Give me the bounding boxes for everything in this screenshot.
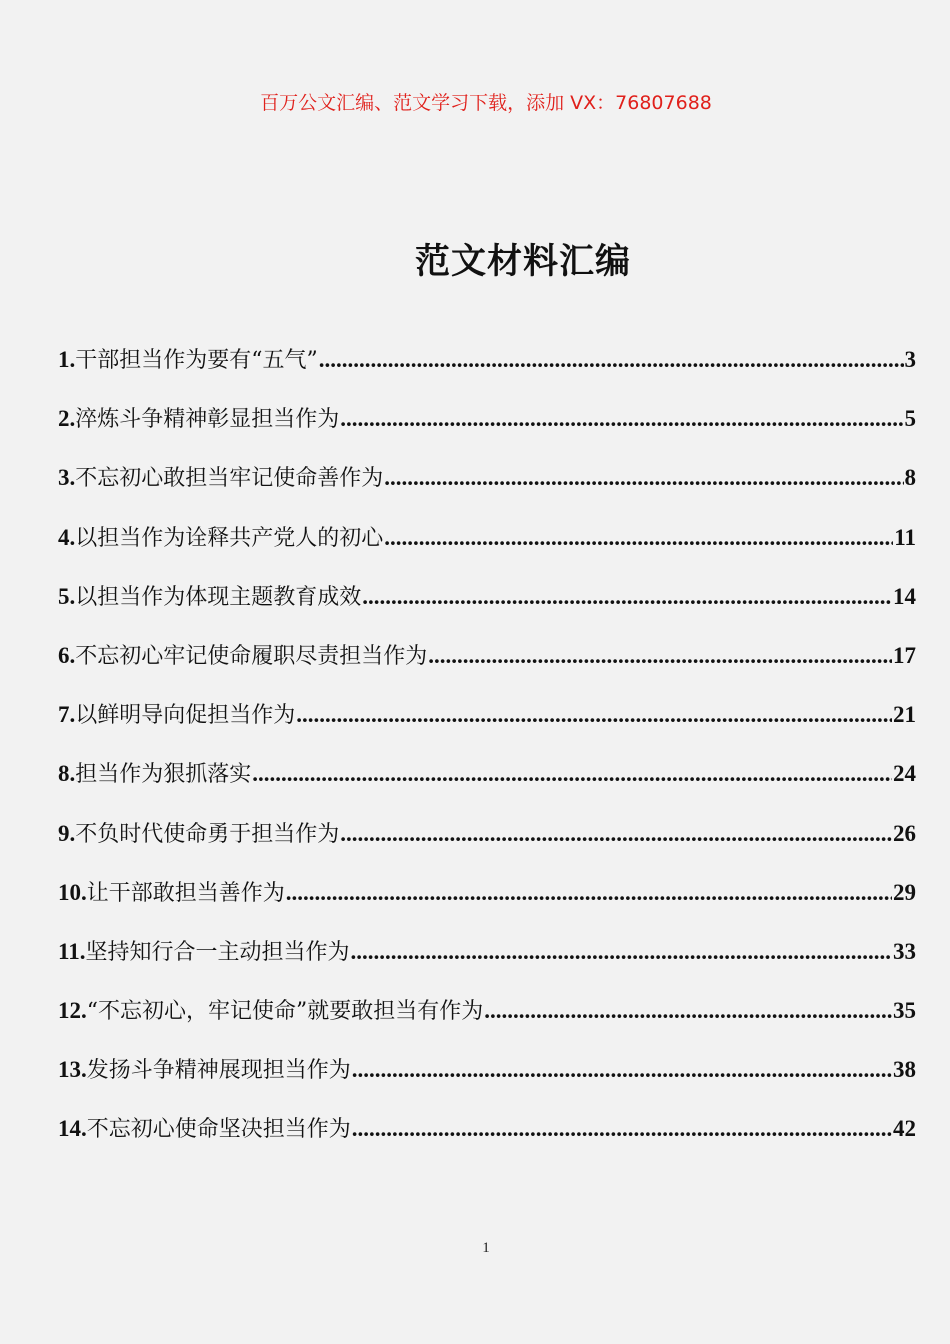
toc-entry-label <box>58 817 339 848</box>
toc-entry-number: 5. <box>58 583 76 609</box>
page-number: 1 <box>482 1240 490 1256</box>
toc-entry-8[interactable] <box>58 757 916 816</box>
toc-entry-label <box>58 994 483 1025</box>
toc-dot-leader <box>484 998 892 1024</box>
toc-dot-leader <box>351 939 893 965</box>
toc-entry-page: 17 <box>893 642 916 668</box>
toc-entry-page: 26 <box>893 820 916 846</box>
toc-entry-page: 14 <box>893 583 916 609</box>
toc-entry-number: 3. <box>58 465 76 491</box>
toc-entry-label <box>58 402 339 433</box>
toc-entry-text: 坚持知行合一主动担当作为 <box>85 939 350 965</box>
toc-entry-text: 不忘初心敢担当牢记使命善作为 <box>75 466 384 492</box>
toc-entry-4[interactable] <box>58 521 916 580</box>
toc-entry-page: 21 <box>893 702 916 728</box>
toc-dot-leader <box>362 584 892 610</box>
toc-entry-13[interactable] <box>58 1053 916 1112</box>
toc-entry-page: 5 <box>904 406 916 432</box>
toc-dot-leader <box>352 1057 892 1083</box>
toc-dot-leader <box>340 821 892 847</box>
toc-entry-text: 不忘初心牢记使命履职尽责担当作为 <box>75 643 428 669</box>
toc-entry-page: 3 <box>904 347 916 372</box>
toc-entry-text: 让干部敢担当善作为 <box>86 880 285 906</box>
toc-entry-number: 9. <box>58 820 76 846</box>
toc-dot-leader <box>352 1116 892 1142</box>
toc-entry-label <box>58 935 350 966</box>
toc-entry-text: 发扬斗争精神展现担当作为 <box>86 1058 351 1084</box>
toc-entry-page: 8 <box>904 465 916 491</box>
toc-entry-7[interactable] <box>58 698 916 757</box>
toc-entry-text: 不忘初心使命坚决担当作为 <box>86 1117 351 1143</box>
toc-entry-1[interactable] <box>58 343 916 402</box>
toc-entry-text: 淬炼斗争精神彰显担当作为 <box>75 407 340 433</box>
toc-entry-number: 8. <box>58 761 76 787</box>
toc-entry-label <box>58 639 427 670</box>
toc-entry-text: 以鲜明导向促担当作为 <box>75 703 296 729</box>
toc-entry-label <box>58 461 383 492</box>
toc-entry-12[interactable] <box>58 994 916 1053</box>
toc-entry-number: 13. <box>58 1057 87 1083</box>
toc-dot-leader <box>286 880 892 906</box>
toc-dot-leader <box>340 406 903 432</box>
toc-entry-number: 1. <box>58 347 76 372</box>
toc-entry-label <box>58 698 295 729</box>
toc-entry-number: 12. <box>58 998 87 1024</box>
toc-entry-page: 38 <box>893 1057 916 1083</box>
toc-entry-page: 24 <box>893 761 916 787</box>
toc-entry-label <box>58 757 251 788</box>
table-of-contents <box>58 343 916 1172</box>
toc-entry-number: 11. <box>58 938 86 964</box>
toc-entry-page: 35 <box>893 998 916 1024</box>
toc-entry-11[interactable] <box>58 935 916 994</box>
toc-entry-text: 以担当作为体现主题教育成效 <box>75 584 362 610</box>
toc-entry-9[interactable] <box>58 817 916 876</box>
toc-entry-label <box>58 1053 351 1084</box>
toc-entry-text: 以担当作为诠释共产党人的初心 <box>75 525 384 551</box>
toc-dot-leader <box>252 761 892 787</box>
toc-entry-label <box>58 1112 351 1143</box>
toc-entry-2[interactable] <box>58 402 916 461</box>
toc-entry-label <box>58 343 318 374</box>
toc-entry-label <box>58 521 383 552</box>
toc-entry-text: “不忘初心，牢记使命”就要敢担当有作为 <box>86 999 484 1025</box>
toc-entry-10[interactable] <box>58 876 916 935</box>
toc-entry-number: 14. <box>58 1116 87 1142</box>
header-watermark-note: 百万公文汇编、范文学习下载，添加 VX：76807688 <box>260 92 712 114</box>
toc-entry-number: 10. <box>58 879 87 905</box>
toc-entry-text: 不负时代使命勇于担当作为 <box>75 821 340 847</box>
toc-entry-page: 29 <box>893 879 916 905</box>
toc-entry-number: 4. <box>58 524 76 550</box>
toc-entry-3[interactable] <box>58 461 916 520</box>
toc-entry-page: 42 <box>893 1116 916 1142</box>
toc-dot-leader <box>428 643 892 669</box>
toc-dot-leader <box>319 347 904 373</box>
toc-entry-5[interactable] <box>58 580 916 639</box>
toc-entry-label <box>58 580 361 611</box>
toc-entry-page: 33 <box>893 938 916 964</box>
toc-entry-label <box>58 876 285 907</box>
toc-dot-leader <box>384 525 893 551</box>
toc-entry-number: 7. <box>58 702 76 728</box>
toc-entry-text: 干部担当作为要有“五气” <box>75 348 318 373</box>
toc-entry-text: 担当作为狠抓落实 <box>75 762 252 788</box>
toc-entry-page: 11 <box>894 524 916 550</box>
document-title: 范文材料汇编 <box>414 242 631 282</box>
toc-entry-6[interactable] <box>58 639 916 698</box>
toc-entry-14[interactable] <box>58 1112 916 1171</box>
toc-dot-leader <box>296 702 892 728</box>
toc-dot-leader <box>384 465 903 491</box>
toc-entry-number: 6. <box>58 642 76 668</box>
toc-entry-number: 2. <box>58 406 76 432</box>
